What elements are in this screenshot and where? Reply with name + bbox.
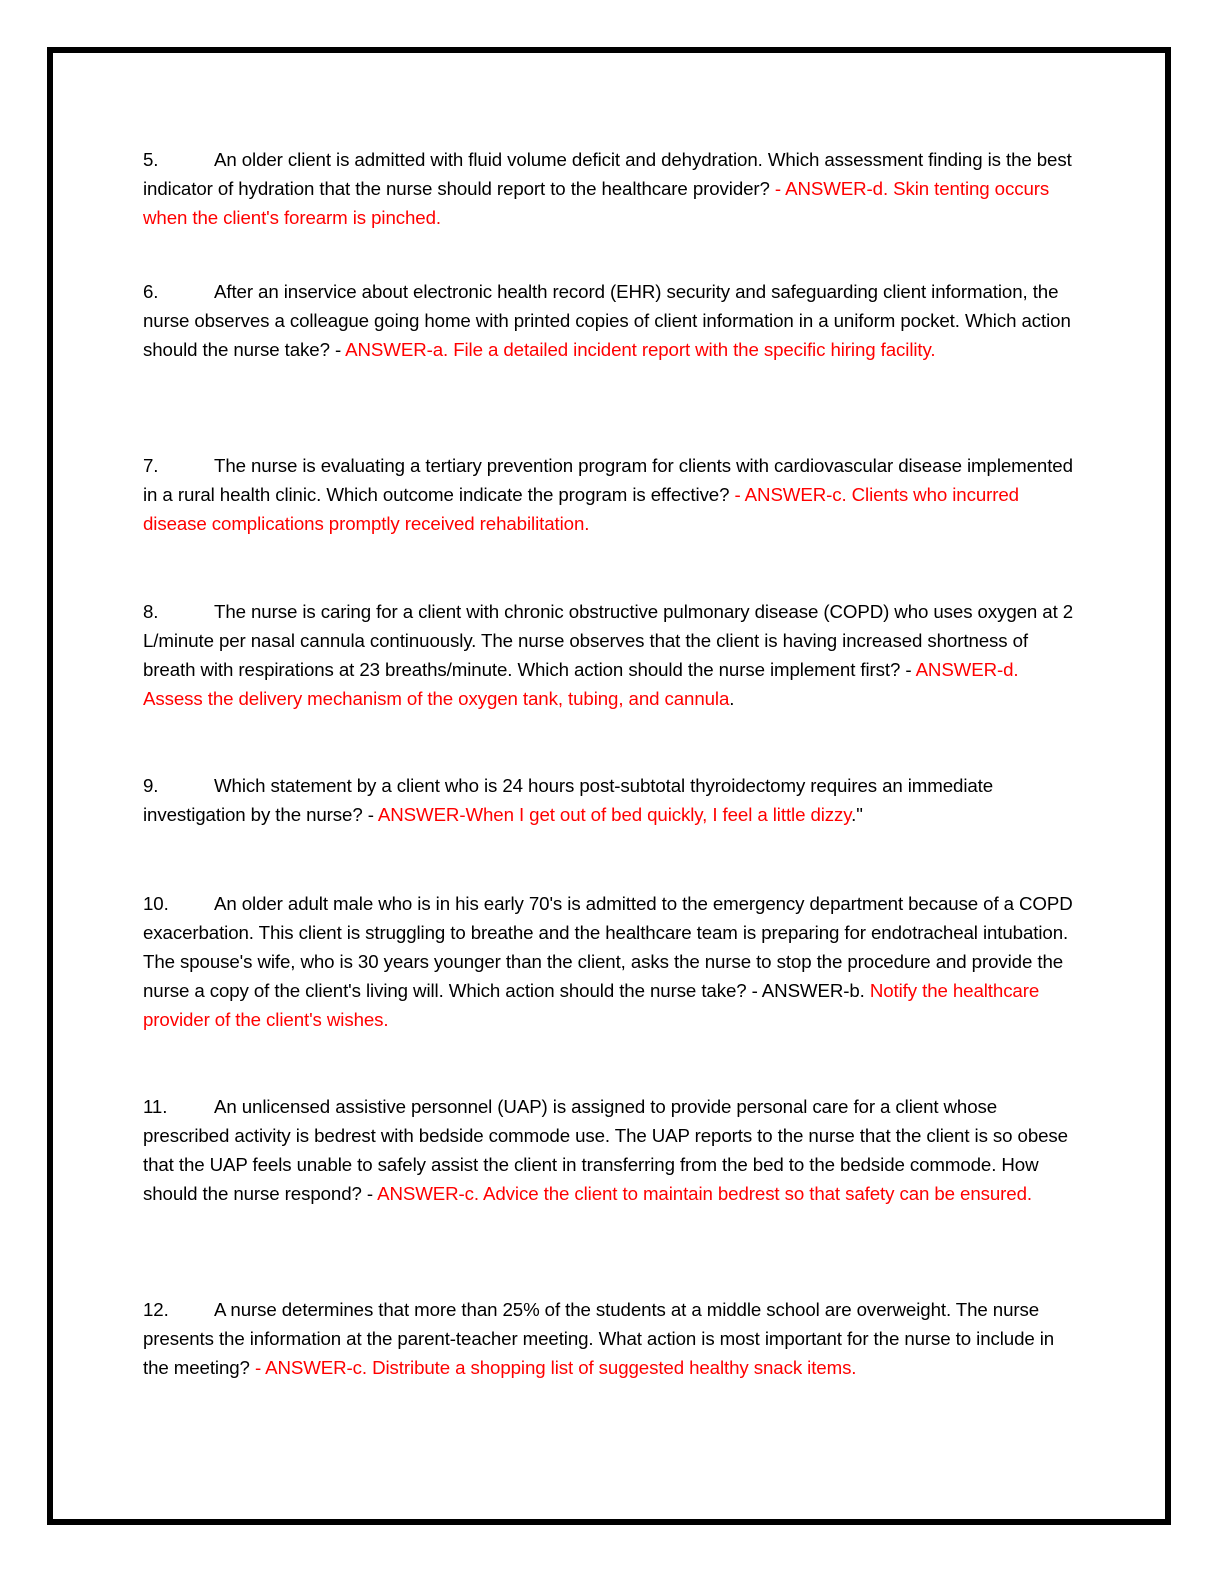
question-10 <box>143 889 1078 1034</box>
question-text: An unlicensed assistive personnel (UAP) is assigned to provide personal care for a client whose prescribed activity is bedrest with bedside commode use. The UAP reports to the nurse that the client is so obese that the UAP feels unable to safely assist the client in transferring from the bed to the bedside commode. How should the nurse respond? - <box>143 1096 1068 1204</box>
question-number: 10. <box>143 893 169 914</box>
answer-text: ANSWER-d. Assess the delivery mechanism of the oxygen tank, tubing, and cannula <box>143 659 1019 709</box>
question-9: 9. Which statement by a client who is 24 hours post-subtotal thyroidectomy requires an immediate investigation by the nurse? - ANSWER-When I get out of bed quickly, I feel a little dizzy." <box>143 771 1078 829</box>
question-7 <box>143 451 1078 538</box>
question-number: 6. <box>143 281 159 302</box>
question-8: 8. The nurse is caring for a client with chronic obstructive pulmonary disease (COPD) who uses oxygen at 2 L/minute per nasal cannula continuously. The nurse observes that the client is having increased shortness of breath with respirations at 23 breaths/minute. Which action should the nurse implement first? - ANSWER-d. Assess the delivery mechanism of the oxygen tank, tubing, and cannula. <box>143 597 1078 713</box>
answer-text: ANSWER-When I get out of bed quickly, I feel a little dizzy <box>377 804 852 825</box>
answer-text: - ANSWER-c. Distribute a shopping list of suggested healthy snack items. <box>254 1357 857 1378</box>
answer-text: ANSWER-a. File a detailed incident report with the specific hiring facility. <box>345 339 936 360</box>
answer-text: - ANSWER-c. Clients who incurred disease complications promptly received rehabilitation. <box>143 484 1019 534</box>
question-text: An older adult male who is in his early 70's is admitted to the emergency department because of a COPD exacerbation. This client is struggling to breathe and the healthcare team is preparing for endotracheal intubation. The spouse's wife, who is 30 years younger than the client, asks the nurse to stop the procedure and provide the nurse a copy of the client's living will. Which action should the nurse take? - ANSWER-b. <box>143 893 1073 1001</box>
question-number: 8. <box>143 601 159 622</box>
question-number: 5. <box>143 149 159 170</box>
question-number: 11. <box>143 1096 168 1117</box>
question-12 <box>143 1295 1078 1382</box>
answer-text: - ANSWER-d. Skin tenting occurs when the client's forearm is pinched. <box>143 178 1050 228</box>
answer-text: ANSWER-c. Advice the client to maintain bedrest so that safety can be ensured. <box>377 1183 1032 1204</box>
question-number: 12. <box>143 1299 169 1320</box>
question-11 <box>143 1092 1078 1208</box>
question-text: An older client is admitted with fluid volume deficit and dehydration. Which assessment finding is the best indicator of hydration that the nurse should report to the healthcare provider? <box>143 149 1072 199</box>
question-text: Which statement by a client who is 24 hours post-subtotal thyroidectomy requires an immediate investigation by the nurse? - <box>143 775 994 825</box>
question-text: The nurse is caring for a client with chronic obstructive pulmonary disease (COPD) who uses oxygen at 2 L/minute per nasal cannula continuously. The nurse observes that the client is having increased shortness of breath with respirations at 23 breaths/minute. Which action should the nurse implement first? - <box>143 601 1074 680</box>
question-number: 9. <box>143 775 159 796</box>
question-6 <box>143 277 1078 364</box>
answer-text: Notify the healthcare provider of the client's wishes. <box>143 980 1040 1030</box>
question-5 <box>143 145 1078 232</box>
question-text: The nurse is evaluating a tertiary prevention program for clients with cardiovascular disease implemented in a rural health clinic. Which outcome indicate the program is effective? <box>143 455 1073 505</box>
question-text: After an inservice about electronic health record (EHR) security and safeguarding client information, the nurse observes a colleague going home with printed copies of client information in a uniform pocket. Which action should the nurse take? - <box>143 281 1071 360</box>
question-text: A nurse determines that more than 25% of the students at a middle school are overweight. The nurse presents the information at the parent-teacher meeting. What action is most important for the nurse to include in the meeting? <box>143 1299 1055 1378</box>
question-number: 7. <box>143 455 159 476</box>
